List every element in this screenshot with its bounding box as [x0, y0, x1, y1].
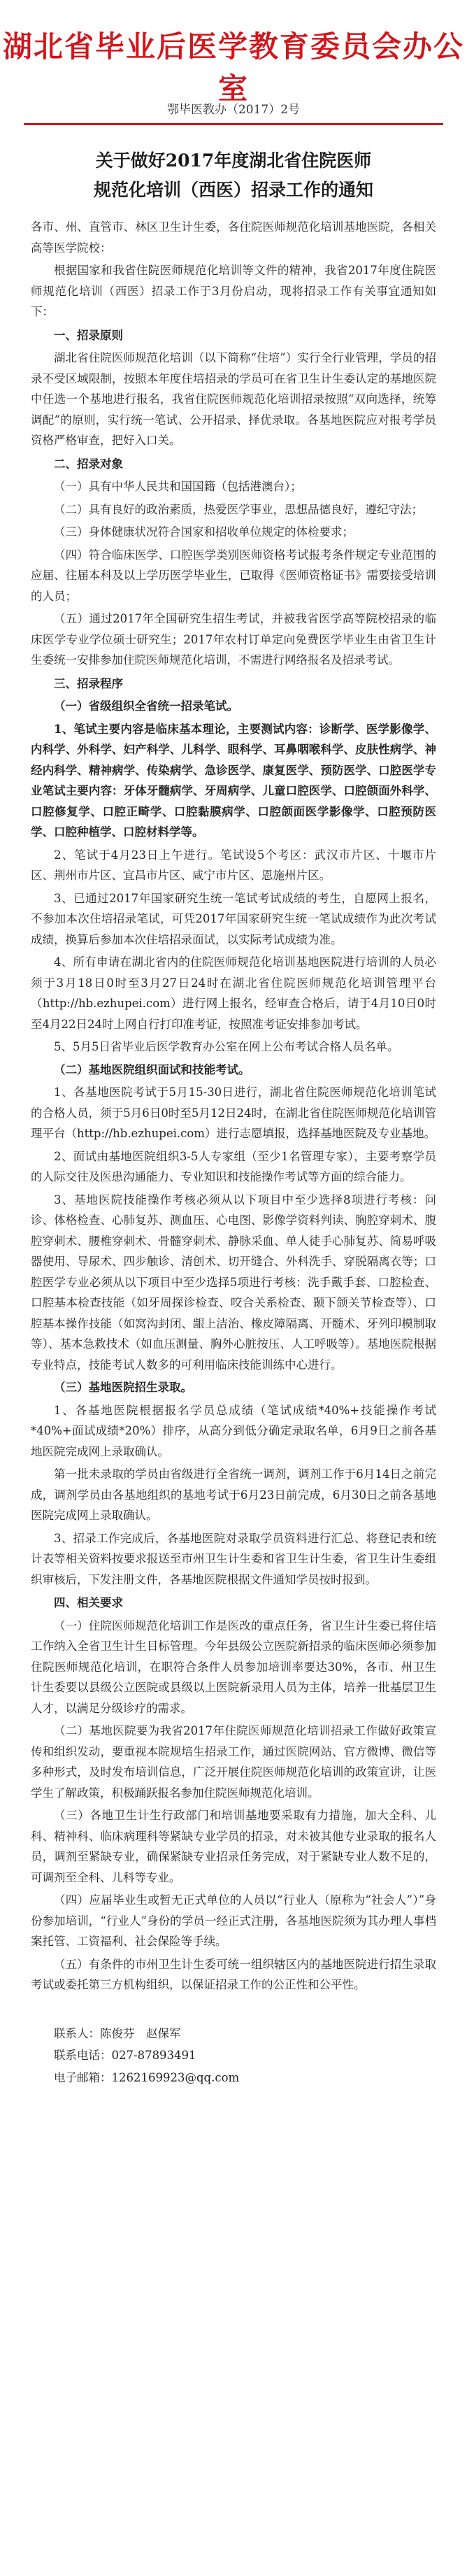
target-item: （三）身体健康状况符合国家和招收单位规定的体检要求；	[54, 525, 354, 539]
requirement-paragraph: （一）住院医师规范化培训工作是医改的重点任务，省卫生计生委已将住培工作纳入全省卫生计生目标管理。今年县级公立医院新招录的临床医师必须参加住院医师规范化培训，在职符合条件人员参加培训率要达30%，各市、州卫生计生委要以县级公立医院或县级以上医院新录用人员为主体，培养一批基层卫生人才，以满足分级诊疗的需求。	[31, 1618, 436, 1715]
contact-people: 联系人：陈俊芬 赵保军	[54, 2026, 181, 2040]
procedure-paragraph: 3、基地医院技能操作考核必须从以下项目中至少选择8项进行考核：问诊、体格检查、心肺复苏、测血压、心电图、影像学资料判读、胸腔穿刺术、腹腔穿刺术、腰椎穿刺术、骨髓穿刺术、静脉采血、单人徒手心肺复苏、简易呼吸器使用、导尿术、四步触诊、清创术、切开缝合、外科洗手、穿脱隔离衣等；口腔医学专业必须从以下项目中至少选择5项进行考核：洗手戴手套、口腔检查、口腔基本检查技能（如牙周探诊检查、咬合关系检查、颞下颌关节检查等）、口腔基本操作技能（如窝沟封闭、龈上洁治、橡皮障隔离、开髓术、牙列印模制取等）、基本急救技术（如血压测量、胸外心脏按压、人工呼吸等）。基地医院根据专业特点，技能考试人数多的可利用临床技能训练中心进行。	[31, 1193, 436, 1372]
subsection-heading-admission: （三）基地医院招生录取。	[54, 1381, 192, 1394]
contact-phone: 联系电话：027-87893491	[54, 2049, 196, 2062]
contact-block	[31, 2023, 436, 2088]
procedure-paragraph: 1、各基地医院根据报名学员总成绩（笔试成绩*40%+技能操作考试*40%+面试成绩*20%）排序，从高分到低分确定录取名单，6月9日之前各基地医院完成网上录取确认。	[31, 1403, 436, 1458]
target-item: （二）具有良好的政治素质，热爱医学事业，思想品德良好，遵纪守法；	[54, 502, 423, 516]
requirement-paragraph: （四）应届毕业生或暂无正式单位的人员以“行业人（原称为“社会人”）”身份参加培训，“行业人”身份的学员一经正式注册，各基地医院须为其办理人事档案托管、工资福利、社会保险等手续。	[31, 1893, 436, 1948]
section-heading-requirements: 四、相关要求	[54, 1596, 123, 1609]
subsection-heading-written-exam: （一）省级组织全省统一招录笔试。	[54, 699, 238, 713]
procedure-paragraph: 1、各基地医院考试于5月15-30日进行，湖北省住院医师规范化培训笔试的合格人员，须于5月6日0时至5月12日24时，在湖北省住院医师规范化培训管理平台（http://hb.ezhupei.com）进行志愿填报，选择基地医院及专业基地。	[31, 1086, 436, 1140]
contact-email: 电子邮箱：1262169923@qq.com	[54, 2070, 240, 2084]
notice-title-line-1: 关于做好2017年度湖北省住院医师	[95, 150, 372, 171]
section-heading-principles: 一、招录原则	[54, 328, 123, 342]
notice-title-line-2: 规范化培训（西医）招录工作的通知	[93, 180, 373, 200]
target-item: （一）具有中华人民共和国国籍（包括港澳台）；	[54, 480, 302, 493]
section-heading-targets: 二、招录对象	[54, 457, 123, 471]
procedure-paragraph: 3、招录工作完成后，各基地医院对录取学员资料进行汇总、将登记表和统计表等相关资料按要求报送至市州卫生计生委和省卫生计生委，省卫生计生委组织审核后，下发注册文件，各基地医院根据文件通知学员按时报到。	[31, 1531, 436, 1586]
procedure-paragraph: 2、笔试于4月23日上午进行。笔试设5个考区：武汉市片区、十堰市片区、荆州市片区、宜昌市片区、咸宁市片区、恩施州片区。	[31, 848, 436, 882]
issuing-office-masthead: 湖北省毕业后医学教育委员会办公室	[2, 29, 464, 106]
section-heading-procedure: 三、招录程序	[54, 676, 123, 690]
intro-paragraph: 根据国家和我省住院医师规范化培训等文件的精神，我省2017年度住院医师规范化培训（西医）招录工作于3月份启动，现将招录工作有关事宜通知如下：	[31, 264, 436, 318]
target-item: （五）通过2017年全国研究生招生考试，并被我省医学高等院校招录的临床医学专业学位硕士研究生；2017年农村订单定向免费医学毕业生由省卫生计生委统一安排参加住院医师规范化培训，不需进行网络报名及招录考试。	[31, 612, 436, 667]
procedure-paragraph: 第一批未录取的学员由省级进行全省统一调剂，调剂工作于6月14日之前完成，调剂学员由各基地组织的基地考试于6月23日前完成，6月30日之前各基地医院完成网上录取确认。	[31, 1467, 436, 1522]
document-number: 鄂毕医教办（2017）2号	[166, 103, 301, 117]
requirement-paragraph: （三）各地卫生计生行政部门和培训基地要采取有力措施，加大全科、儿科、精神科、临床病理科等紧缺专业学员的招录，对未被其他专业录取的报名人员，调剂至紧缺专业，确保紧缺专业招录任务完成，对于紧缺专业人数不足的，可调剂至全科、儿科等专业。	[31, 1809, 436, 1884]
procedure-paragraph: 3、已通过2017年国家研究生统一笔试考试成绩的考生，自愿网上报名，不参加本次住培招录笔试，可凭2017年国家研究生统一笔试成绩作为此次考试成绩，换算后参加本次住培招录面试，以实际考试成绩为准。	[31, 891, 436, 946]
requirement-paragraph: （五）有条件的市州卫生计生委可统一组织辖区内的基地医院进行招生录取考试或委托第三方机构组织，以保证招录工作的公正性和公平性。	[31, 1957, 436, 1991]
procedure-paragraph: 2、面试由基地医院组织3-5人专家组（至少1名管理专家），主要考察学员的人际交往及医患沟通能力、专业知识和技能操作考试等方面的综合能力。	[31, 1149, 436, 1183]
procedure-paragraph: 1、笔试主要内容是临床基本理论，主要测试内容：诊断学、医学影像学、内科学、外科学、妇产科学、儿科学、眼科学、耳鼻咽喉科学、皮肤性病学、神经内科学、精神病学、传染病学、急诊医学、康复医学、预防医学、口腔医学专业笔试主要内容：牙体牙髓病学、牙周病学、儿童口腔医学、口腔颌面外科学、口腔修复学、口腔正畸学、口腔黏膜病学、口腔颌面医学影像学、口腔预防医学、口腔种植学、口腔材料学等。	[31, 722, 436, 839]
procedure-paragraph: 5、5月5日省毕业后医学教育办公室在网上公布考试合格人员名单。	[54, 1040, 399, 1053]
notice-body	[31, 217, 436, 2089]
target-item: （四）符合临床医学、口腔医学类别医师资格考试报考条件规定专业范围的应届、往届本科及以上学历医学毕业生，已取得《医师资格证书》需要接受培训的人员；	[31, 548, 436, 603]
procedure-paragraph: 4、所有申请在湖北省内的住院医师规范化培训基地医院进行培训的人员必须于3月18日0时至3月27日24时在湖北省住院医师规范化培训管理平台（http://hb.ezhupei.com）进行网上报名，经审查合格后，请于4月10日0时至4月22日24时上网自行打印准考证，按照准考证安排参加考试。	[31, 955, 436, 1031]
requirement-paragraph: （二）基地医院要为我省2017年住院医师规范化培训招录工作做好政策宣传和组织发动，要重视本院规培生招录工作，通过医院网站、官方微博、微信等多种形式，及时发布培训信息，广泛开展住院医师规范化培训的政策宣讲，让医学生了解政策，积极踊跃报名参加住院医师规范化培训。	[31, 1724, 436, 1800]
subsection-heading-interview: （二）基地医院组织面试和技能考试。	[54, 1062, 250, 1076]
salutation: 各市、州、直管市、林区卫生计生委，各住院医师规范化培训基地医院，各相关高等医学院校：	[31, 220, 436, 255]
red-divider-line	[24, 123, 443, 125]
principles-paragraph: 湖北省住院医师规范化培训（以下简称“住培”）实行全行业管理，学员的招录不受区域限制，按照本年度住培招录的学员可在省卫生计生委认定的基地医院中任选一个基地进行报名，我省住院医师规范化培训招录按照“双向选择，统筹调配”的原则，实行统一笔试、公开招录、择优录取。各基地医院应对报考学员资格严格审查，把好入口关。	[31, 351, 436, 447]
